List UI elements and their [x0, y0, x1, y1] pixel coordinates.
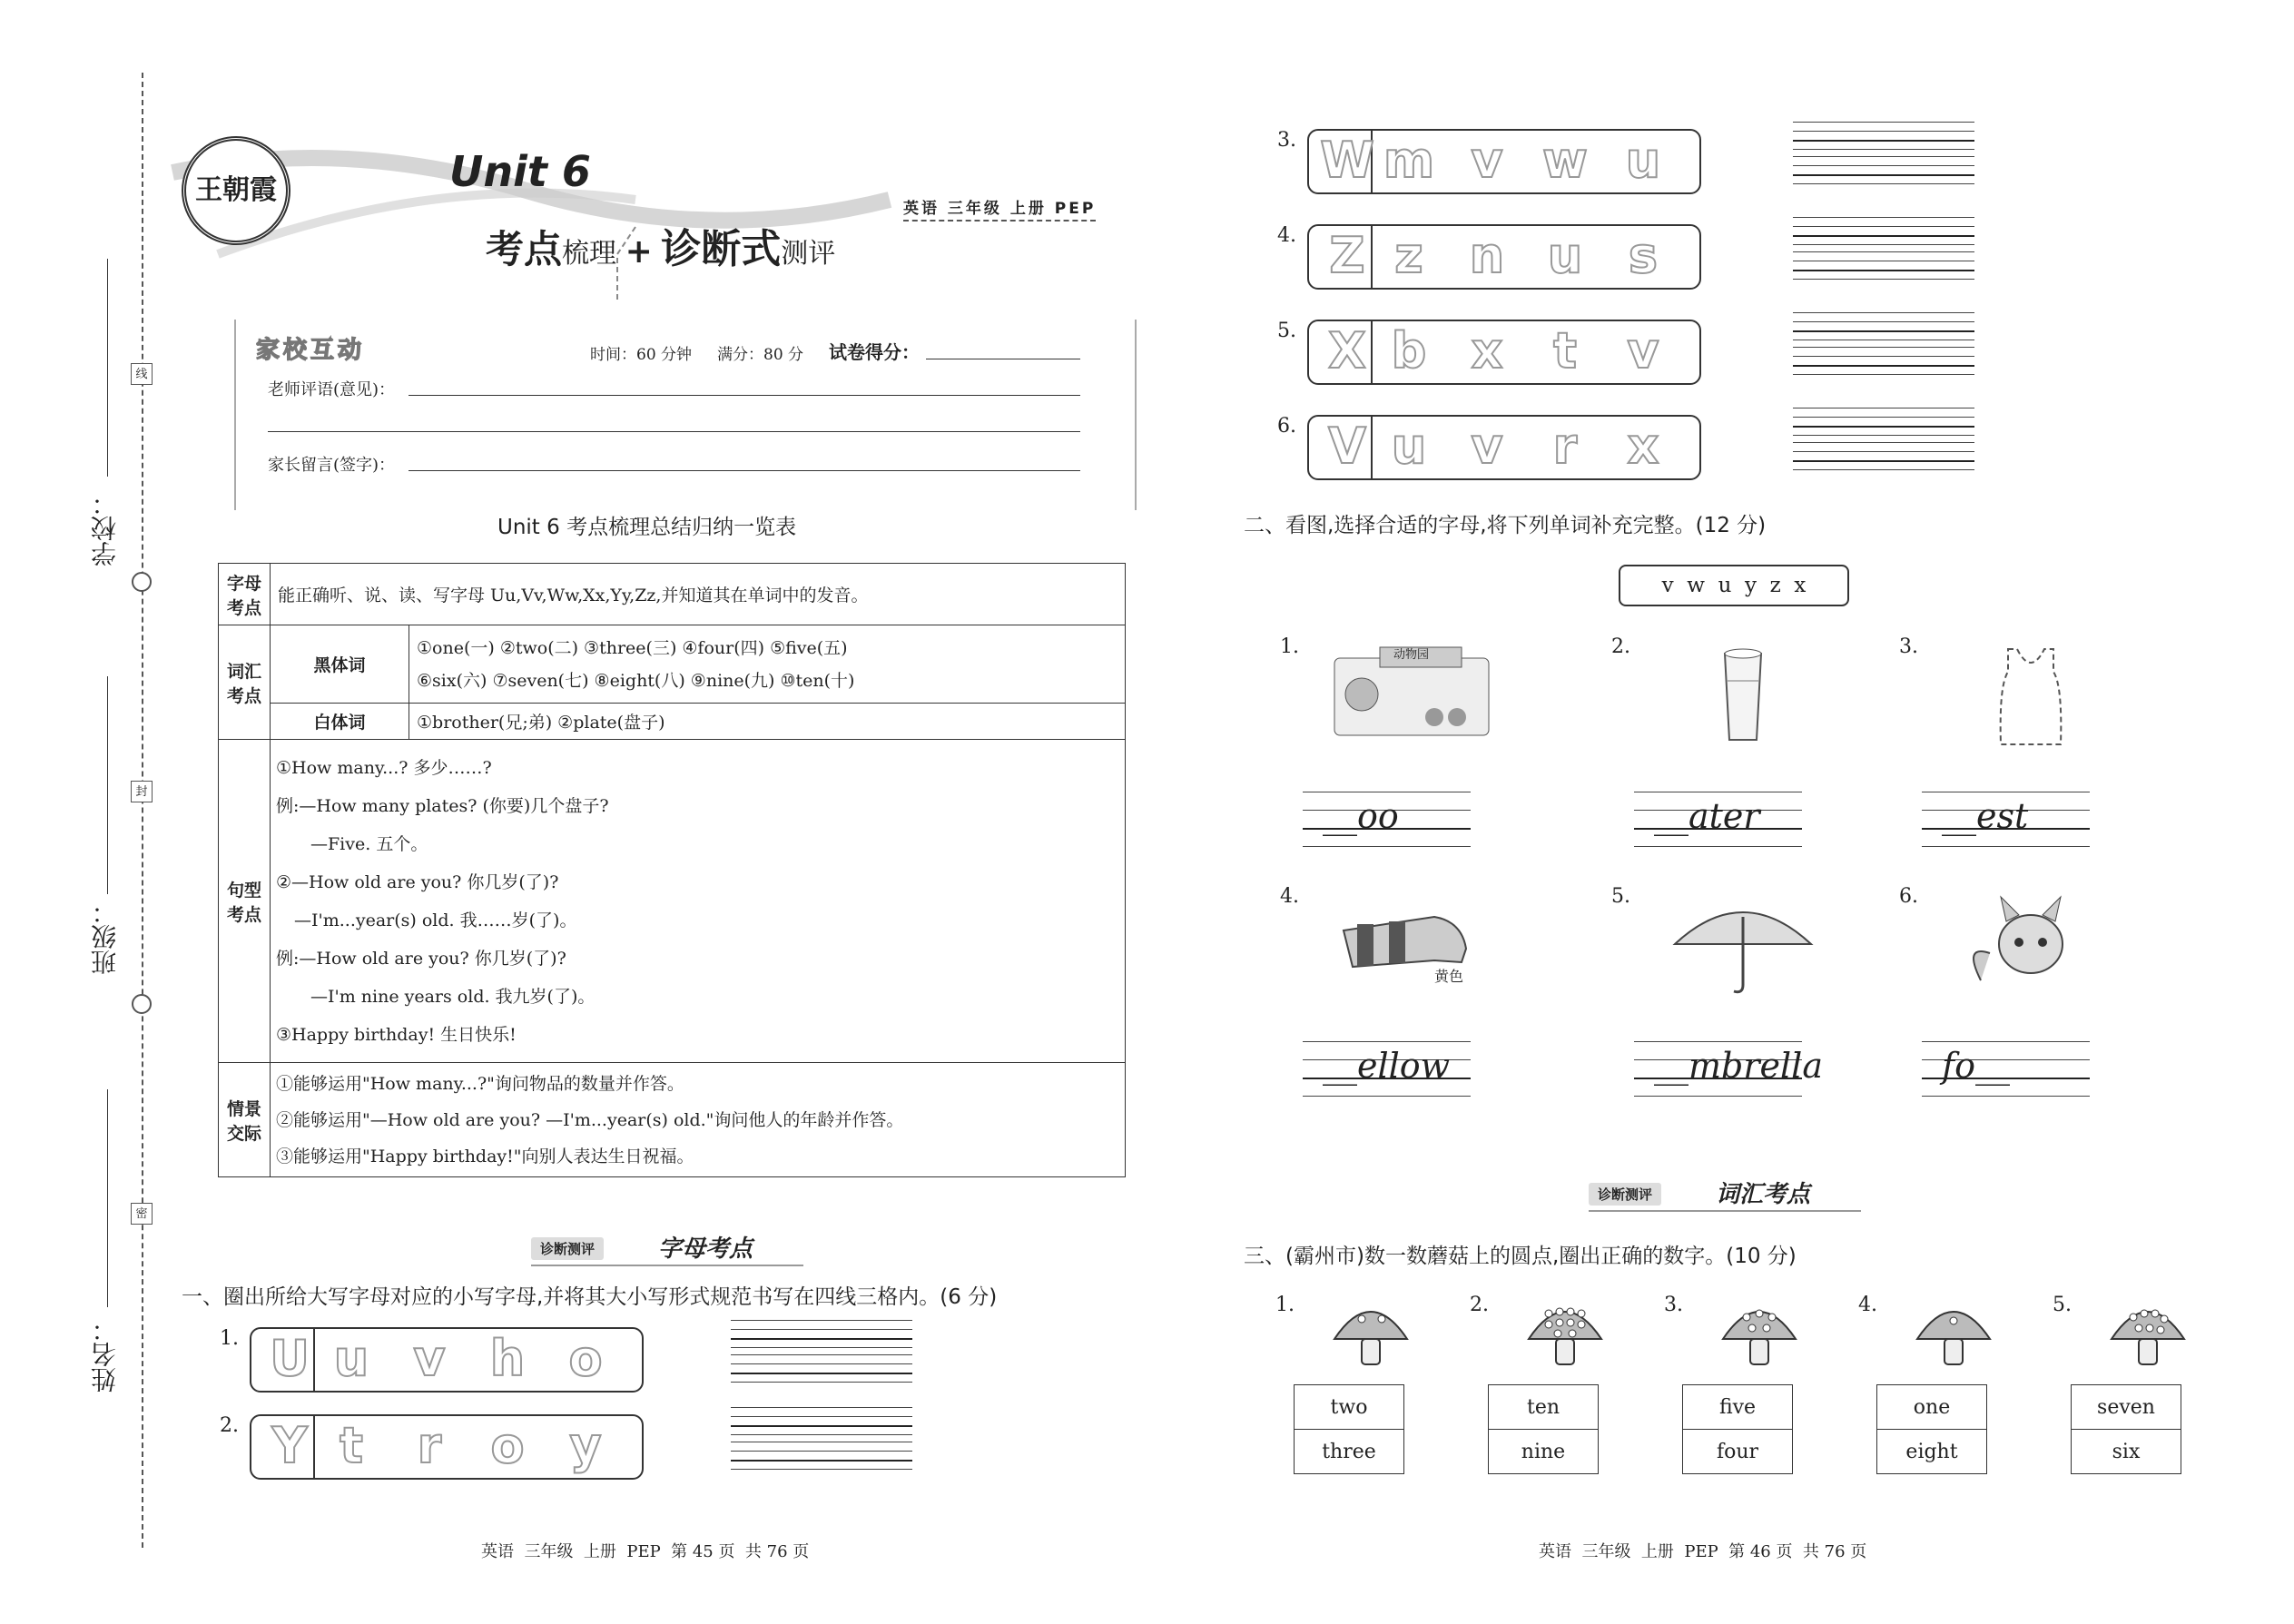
- vocab-head: 词汇考点: [219, 625, 271, 740]
- letter-option[interactable]: z: [1394, 227, 1423, 284]
- q2-picture: [1944, 890, 2117, 999]
- letter-row-box: [250, 1327, 644, 1393]
- q2-number: 2.: [1611, 635, 1630, 658]
- section-badge-letters: [531, 1230, 803, 1266]
- grid-line: [1793, 451, 1974, 452]
- q2-picture: [1657, 640, 1829, 749]
- exam-time: 时间：60 分钟: [590, 346, 693, 364]
- number-word-option[interactable]: two: [1295, 1385, 1404, 1430]
- number-word-option[interactable]: seven: [2072, 1385, 2181, 1430]
- mushroom-icon: [1908, 1294, 1999, 1375]
- grid-line: [1793, 312, 1974, 313]
- number-word-option[interactable]: nine: [1489, 1430, 1599, 1474]
- badge-vocab-title: 词汇考点: [1716, 1181, 1811, 1208]
- sidebar-name-label: 姓名：: [90, 1316, 120, 1393]
- situation-head: 情景交际: [219, 1063, 271, 1177]
- grid-line: [1793, 426, 1974, 428]
- letter-row-box: [250, 1414, 644, 1480]
- table-row: [2072, 1430, 2181, 1474]
- capital-letter: W: [1320, 132, 1374, 189]
- number-word-option[interactable]: six: [2072, 1430, 2181, 1474]
- exam-score-label: 试卷得分：: [829, 341, 920, 363]
- sentence-head: 句型考点: [219, 740, 271, 1063]
- letter-option[interactable]: u: [1391, 418, 1427, 475]
- grid-line: [1303, 846, 1471, 847]
- q2-four-line-grid[interactable]: [1303, 1041, 1471, 1096]
- letter-option[interactable]: h: [489, 1330, 526, 1387]
- grid-line: [1793, 251, 1974, 252]
- q2-word: __ater: [1654, 796, 1760, 836]
- grid-line: [731, 1407, 912, 1408]
- parent-comment-label: 家长留言(签字)：: [268, 456, 396, 475]
- footer-left: 英语 三年级 上册 PEP 第 45 页 共 76 页: [481, 1542, 810, 1561]
- table-row: [1295, 1385, 1404, 1430]
- teacher-comment-label: 老师评语(意见)：: [268, 380, 396, 399]
- q2-four-line-grid[interactable]: [1303, 792, 1471, 846]
- badge-underline: [1589, 1210, 1861, 1212]
- sentence-line: —I'm nine years old. 我九岁(了)。: [310, 986, 596, 1007]
- q2-word: __mbrella: [1654, 1046, 1823, 1086]
- grid-line: [1793, 235, 1974, 237]
- subject-tag: 英语 三年级 上册 PEP: [903, 195, 1096, 221]
- number-word-option[interactable]: four: [1683, 1430, 1793, 1474]
- q2-number: 1.: [1280, 635, 1299, 658]
- home-school-badge: 家校互动: [256, 337, 366, 364]
- seal-mark: 线: [131, 363, 153, 385]
- grid-line: [1793, 131, 1974, 132]
- grid-line: [1793, 217, 1974, 218]
- grid-line: [1793, 442, 1974, 443]
- table-row: [1683, 1385, 1793, 1430]
- bold-words-line: ①one(一) ②two(二) ③three(三) ④four(四) ⑤five(五): [417, 637, 848, 658]
- sidebar-school-line: [107, 259, 108, 477]
- four-line-grid[interactable]: [1793, 251, 1974, 281]
- grid-line: [1634, 846, 1802, 847]
- letter-option[interactable]: t: [1553, 322, 1577, 379]
- summary-title: Unit 6 考点梳理总结归纳一览表: [497, 516, 797, 539]
- grid-line: [1634, 1041, 1802, 1042]
- bold-words-line: ⑥six(六) ⑦seven(七) ⑧eight(八) ⑨nine(九) ⑩ten(十): [417, 670, 855, 691]
- letter-row-number: 2.: [220, 1414, 239, 1437]
- letter-row-number: 4.: [1277, 224, 1296, 247]
- grid-line: [1793, 417, 1974, 418]
- q3-number: 2.: [1470, 1294, 1489, 1316]
- grid-line: [731, 1434, 912, 1435]
- situation-cell: [271, 1063, 1126, 1177]
- grid-line: [1793, 174, 1974, 176]
- mushroom-icon: [1714, 1294, 1805, 1375]
- grid-line: [1922, 1096, 2090, 1097]
- parent-comment-line: [409, 470, 1080, 471]
- grid-line: [731, 1425, 912, 1427]
- badge-diagnose: 诊断测评: [531, 1237, 604, 1260]
- table-row: [2072, 1385, 2181, 1430]
- grid-line: [731, 1451, 912, 1452]
- q2-four-line-grid[interactable]: [1922, 1041, 2090, 1096]
- grid-line: [1303, 1041, 1471, 1042]
- letter-option[interactable]: o: [568, 1330, 603, 1387]
- binding-line: [142, 73, 143, 1548]
- q3-number-choice-table: [1294, 1384, 1404, 1474]
- grid-line: [731, 1354, 912, 1355]
- situation-line: ③能够运用"Happy birthday!"向别人表达生日祝福。: [276, 1146, 694, 1166]
- letter-option[interactable]: o: [490, 1417, 525, 1474]
- letter-option[interactable]: v: [413, 1330, 446, 1387]
- grid-line: [731, 1320, 912, 1321]
- letter-option[interactable]: u: [1547, 227, 1583, 284]
- letter-option[interactable]: u: [333, 1330, 369, 1387]
- grid-line: [1793, 374, 1974, 375]
- grid-line: [1793, 149, 1974, 150]
- brand-logo: [182, 136, 290, 245]
- unit-title: Unit 6: [449, 147, 591, 196]
- q2-four-line-grid[interactable]: [1922, 792, 2090, 846]
- q3-number-choice-table: [1682, 1384, 1793, 1474]
- subtitle-kaodian: 考点: [486, 227, 563, 271]
- four-line-grid[interactable]: [1793, 442, 1974, 471]
- page-subtitle: [486, 216, 835, 274]
- letters-text: 能正确听、说、读、写字母 Uu,Vv,Ww,Xx,Yy,Zz,并知道其在单词中的发音。: [271, 564, 1126, 625]
- grid-line: [1793, 226, 1974, 227]
- capital-letter: Y: [271, 1417, 308, 1474]
- badge-letters-title: 字母考点: [658, 1235, 753, 1263]
- exam-full-score: 满分：80 分: [717, 346, 804, 364]
- table-row: [1295, 1430, 1404, 1474]
- number-word-option[interactable]: five: [1683, 1385, 1793, 1430]
- q3-number: 3.: [1664, 1294, 1683, 1316]
- grid-line: [1793, 321, 1974, 322]
- q2-number: 6.: [1899, 885, 1918, 908]
- question-1-title: 一、圈出所给大写字母对应的小写字母,并将其大小写形式规范书写在四线三格内。(6 分): [182, 1285, 998, 1309]
- letter-option[interactable]: s: [1628, 227, 1659, 284]
- situation-line: ①能够运用"How many...?"询问物品的数量并作答。: [276, 1073, 684, 1094]
- four-line-grid[interactable]: [1793, 408, 1974, 437]
- letter-option[interactable]: u: [1625, 132, 1661, 189]
- q2-picture-label: 动物园: [1393, 648, 1430, 662]
- sidebar-class-label: 班级：: [90, 899, 120, 975]
- mushroom-icon: [2102, 1294, 2193, 1375]
- subtitle-ceping: 测评: [781, 238, 836, 270]
- letter-row-box: [1307, 320, 1701, 385]
- footer-right: 英语 三年级 上册 PEP 第 46 页 共 76 页: [1539, 1542, 1867, 1561]
- q2-picture: [1944, 640, 2117, 749]
- subtitle-plus: +: [625, 232, 653, 271]
- grid-line: [731, 1338, 912, 1340]
- four-line-grid[interactable]: [731, 1320, 912, 1349]
- letter-option[interactable]: y: [569, 1417, 602, 1474]
- bold-words-head: 黑体词: [271, 625, 409, 704]
- grid-line: [1793, 469, 1974, 470]
- q2-four-line-grid[interactable]: [1634, 792, 1802, 846]
- q2-word: fo__: [1942, 1046, 2010, 1086]
- letter-choice-box: v w u y z x: [1619, 565, 1849, 606]
- number-word-option[interactable]: eight: [1877, 1430, 1987, 1474]
- sidebar-school-label: 学校：: [90, 490, 120, 566]
- white-words-text: ①brother(兄;弟) ②plate(盘子): [409, 704, 1126, 740]
- letter-option[interactable]: r: [1552, 418, 1578, 475]
- table-row: [1489, 1430, 1599, 1474]
- q3-number: 1.: [1275, 1294, 1295, 1316]
- teacher-comment-line: [409, 395, 1080, 396]
- bold-words-cell: [409, 625, 1126, 704]
- seal-mark: 封: [131, 781, 153, 802]
- q3-number-choice-table: [1488, 1384, 1599, 1474]
- letter-option[interactable]: v: [1471, 418, 1503, 475]
- q2-word: __oo: [1323, 796, 1399, 836]
- four-line-grid[interactable]: [731, 1407, 912, 1436]
- q3-number-choice-table: [2071, 1384, 2181, 1474]
- q3-number-choice-table: [1876, 1384, 1987, 1474]
- four-line-grid[interactable]: [1793, 217, 1974, 246]
- q2-picture: [1657, 890, 1829, 999]
- q2-word: __est: [1942, 796, 2029, 836]
- letter-option[interactable]: w: [1542, 132, 1588, 189]
- grid-line: [1793, 183, 1974, 184]
- letters-head: 字母考点: [219, 564, 271, 625]
- letter-option[interactable]: v: [1471, 132, 1503, 189]
- sentence-line: ③Happy birthday! 生日快乐!: [276, 1024, 517, 1045]
- letter-option[interactable]: n: [1469, 227, 1505, 284]
- situation-line: ②能够运用"—How old are you? —I'm...year(s) old."询问他人的年龄并作答。: [276, 1109, 904, 1130]
- grid-line: [1303, 1096, 1471, 1097]
- letter-option[interactable]: x: [1471, 322, 1503, 379]
- grid-line: [731, 1329, 912, 1330]
- grid-line: [1793, 356, 1974, 357]
- q2-four-line-grid[interactable]: [1634, 1041, 1823, 1096]
- seal-mark: 密: [131, 1203, 153, 1225]
- badge-diagnose: 诊断测评: [1589, 1183, 1661, 1206]
- grid-line: [731, 1363, 912, 1364]
- grid-line: [1793, 365, 1974, 367]
- grid-line: [731, 1416, 912, 1417]
- q2-number: 4.: [1280, 885, 1299, 908]
- capital-letter: Z: [1329, 227, 1365, 284]
- q3-number: 4.: [1858, 1294, 1877, 1316]
- number-word-option[interactable]: three: [1295, 1430, 1404, 1474]
- mushroom-icon: [1325, 1294, 1416, 1375]
- letter-row-number: 3.: [1277, 129, 1296, 152]
- teacher-comment-line-2: [268, 431, 1080, 432]
- grid-line: [731, 1382, 912, 1383]
- letter-option[interactable]: m: [1383, 132, 1435, 189]
- mushroom-icon: [1520, 1294, 1610, 1375]
- table-row: [1683, 1430, 1793, 1474]
- section-badge-vocab: [1589, 1176, 1861, 1212]
- letter-row-number: 1.: [220, 1327, 239, 1350]
- q2-word: __ellow: [1323, 1046, 1451, 1086]
- grid-line: [1793, 156, 1974, 157]
- capital-letter: X: [1328, 322, 1366, 379]
- binding-hole-icon: [132, 994, 152, 1014]
- question-2-title: 二、看图,选择合适的字母,将下列单词补充完整。(12 分): [1244, 514, 1767, 537]
- sidebar-class-line: [107, 676, 108, 894]
- letter-option[interactable]: r: [417, 1417, 442, 1474]
- brand-logo-text: 王朝霞: [195, 174, 277, 206]
- four-line-grid[interactable]: [1793, 312, 1974, 341]
- sentence-line: —I'm...year(s) old. 我……岁(了)。: [294, 910, 577, 930]
- table-row: [1877, 1430, 1987, 1474]
- q3-number: 5.: [2053, 1294, 2072, 1316]
- grid-line: [1793, 330, 1974, 332]
- sidebar-name-line: [107, 1089, 108, 1307]
- grid-line: [1922, 846, 2090, 847]
- letter-option[interactable]: v: [1627, 322, 1659, 379]
- grid-line: [1793, 347, 1974, 348]
- letter-row-box: [1307, 129, 1701, 194]
- capital-letter: V: [1328, 418, 1366, 475]
- summary-table: [218, 563, 1126, 1177]
- capital-letter: U: [270, 1330, 310, 1387]
- grid-line: [731, 1373, 912, 1374]
- grid-line: [1793, 244, 1974, 245]
- sentence-line: 例:—How old are you? 你几岁(了)?: [276, 948, 566, 969]
- grid-line: [1793, 435, 1974, 436]
- question-3-title: 三、(霸州市)数一数蘑菇上的圆点,圈出正确的数字。(10 分): [1244, 1245, 1797, 1268]
- grid-line: [1793, 165, 1974, 166]
- grid-line: [1793, 122, 1974, 123]
- q2-picture-label: 黄色: [1434, 968, 1464, 985]
- four-line-grid[interactable]: [731, 1354, 912, 1383]
- sentence-line: ①How many...? 多少……?: [276, 757, 492, 778]
- binding-hole-icon: [132, 572, 152, 592]
- q2-picture: [1325, 890, 1498, 999]
- grid-line: [1922, 1041, 2090, 1042]
- four-line-grid[interactable]: [731, 1442, 912, 1471]
- letter-option[interactable]: x: [1627, 418, 1659, 475]
- four-line-grid[interactable]: [1793, 156, 1974, 185]
- grid-line: [731, 1347, 912, 1348]
- sentence-line: —Five. 五个。: [310, 833, 428, 854]
- grid-line: [731, 1469, 912, 1470]
- grid-line: [1793, 460, 1974, 462]
- grid-line: [1793, 279, 1974, 280]
- four-line-grid[interactable]: [1793, 347, 1974, 376]
- letter-row-box: [1307, 224, 1701, 290]
- q2-number: 3.: [1899, 635, 1918, 658]
- sentence-line: ②—How old are you? 你几岁(了)?: [276, 871, 559, 892]
- number-word-option[interactable]: ten: [1489, 1385, 1599, 1430]
- subtitle-shuli: 梳理: [562, 238, 617, 270]
- letter-row-box: [1307, 415, 1701, 480]
- grid-line: [1793, 140, 1974, 142]
- letter-row-number: 5.: [1277, 320, 1296, 342]
- white-words-head: 白体词: [271, 704, 409, 740]
- subtitle-zhenduan: 诊断式: [661, 226, 782, 272]
- q2-number: 5.: [1611, 885, 1630, 908]
- letter-option[interactable]: b: [1391, 322, 1427, 379]
- grid-line: [1634, 1096, 1802, 1097]
- grid-line: [731, 1460, 912, 1462]
- sentence-cell: [271, 740, 1126, 1063]
- grid-line: [1793, 270, 1974, 271]
- badge-underline: [531, 1265, 803, 1266]
- table-row: [1489, 1385, 1599, 1430]
- four-line-grid[interactable]: [1793, 122, 1974, 151]
- sentence-line: 例:—How many plates? (你要)几个盘子?: [276, 795, 609, 816]
- letter-option[interactable]: t: [340, 1417, 363, 1474]
- number-word-option[interactable]: one: [1877, 1385, 1987, 1430]
- letter-row-number: 6.: [1277, 415, 1296, 438]
- table-row: [1877, 1385, 1987, 1430]
